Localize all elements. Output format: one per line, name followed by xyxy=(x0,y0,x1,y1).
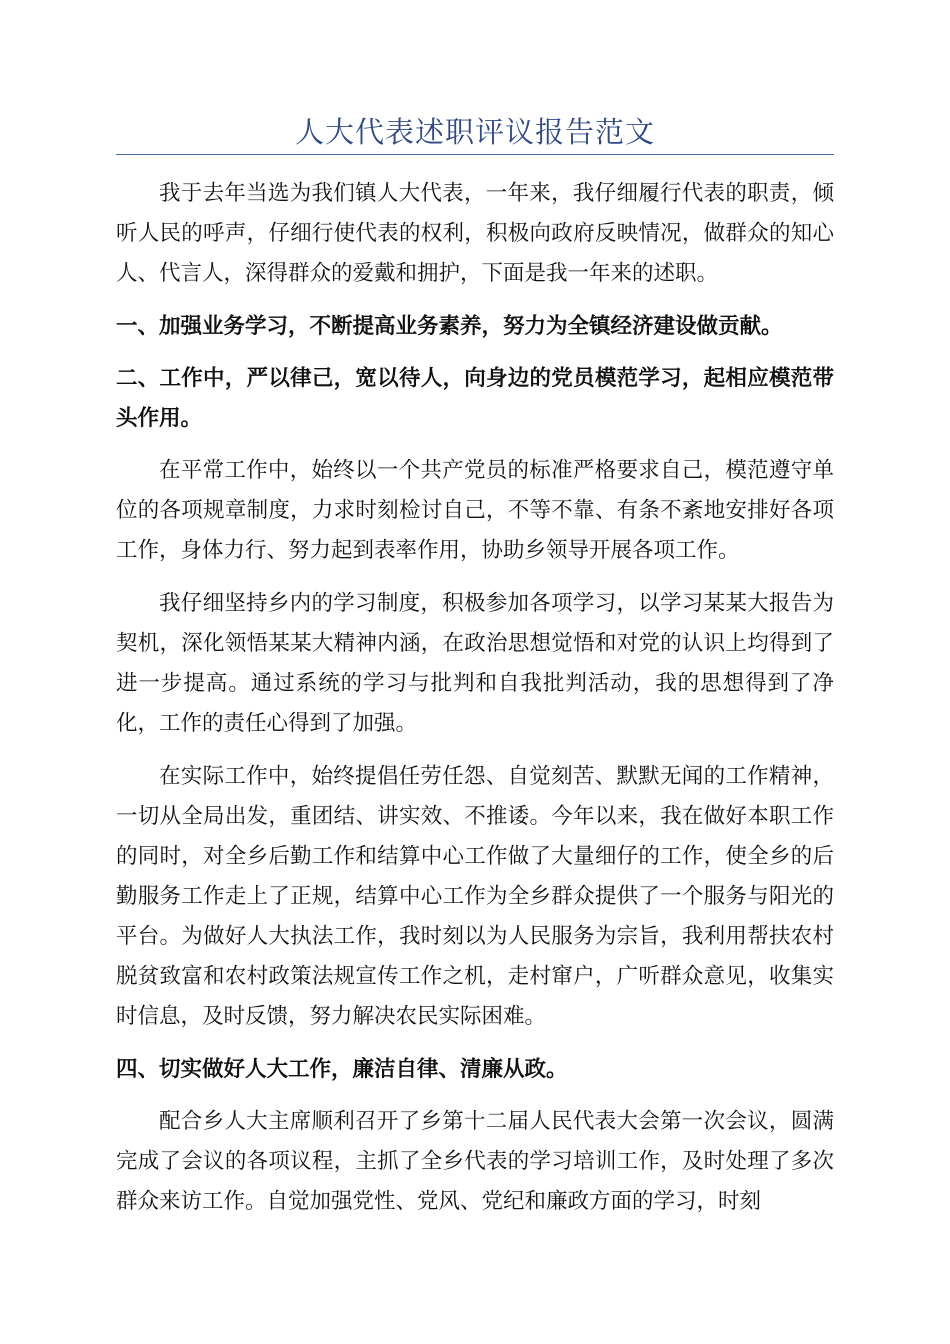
body-paragraph-2: 我仔细坚持乡内的学习制度，积极参加各项学习，以学习某某大报告为契机，深化领悟某某大精神内涵，在政治思想觉悟和对党的认识上均得到了进一步提高。通过系统的学习与批判和自我批判活动，我的思想得到了净化，工作的责任心得到了加强。 xyxy=(116,591,834,736)
section-heading-2: 二、工作中，严以律己，宽以待人，向身边的党员模范学习，起相应模范带头作用。 xyxy=(116,366,834,431)
section-heading-1: 一、加强业务学习，不断提高业务素养，努力为全镇经济建设做贡献。 xyxy=(116,314,783,339)
intro-paragraph: 我于去年当选为我们镇人大代表，一年来，我仔细履行代表的职责，倾听人民的呼声，仔细行使代表的权利，积极向政府反映情况，做群众的知心人、代言人，深得群众的爱戴和拥护，下面是我一年来的述职。 xyxy=(116,181,834,286)
body-paragraph-4: 配合乡人大主席顺利召开了乡第十二届人民代表大会第一次会议，圆满完成了会议的各项议程，主抓了全乡代表的学习培训工作，及时处理了多次群众来访工作。自觉加强党性、党风、党纪和廉政方面的学习，时刻 xyxy=(116,1109,834,1214)
section-heading-4: 四、切实做好人大工作，廉洁自律、清廉从政。 xyxy=(116,1057,568,1082)
body-paragraph-3: 在实际工作中，始终提倡任劳任怨、自觉刻苦、默默无闻的工作精神，一切从全局出发，重团结、讲实效、不推诿。今年以来，我在做好本职工作的同时，对全乡后勤工作和结算中心工作做了大量细仔的工作，使全乡的后勤服务工作走上了正规，结算中心工作为全乡群众提供了一个服务与阳光的平台。为做好人大执法工作，我时刻以为人民服务为宗旨，我利用帮扶农村脱贫致富和农村政策法规宣传工作之机，走村窜户，广听群众意见，收集实时信息，及时反馈，努力解决农民实际困难。 xyxy=(116,764,834,1029)
title-underline xyxy=(116,154,834,155)
document-title: 人大代表述职评议报告范文 xyxy=(294,115,655,149)
document-body xyxy=(116,174,834,1235)
body-paragraph-1: 在平常工作中，始终以一个共产党员的标准严格要求自己，模范遵守单位的各项规章制度，力求时刻检讨自己，不等不靠、有条不紊地安排好各项工作，身体力行、努力起到表率作用，协助乡领导开展各项工作。 xyxy=(116,458,834,563)
